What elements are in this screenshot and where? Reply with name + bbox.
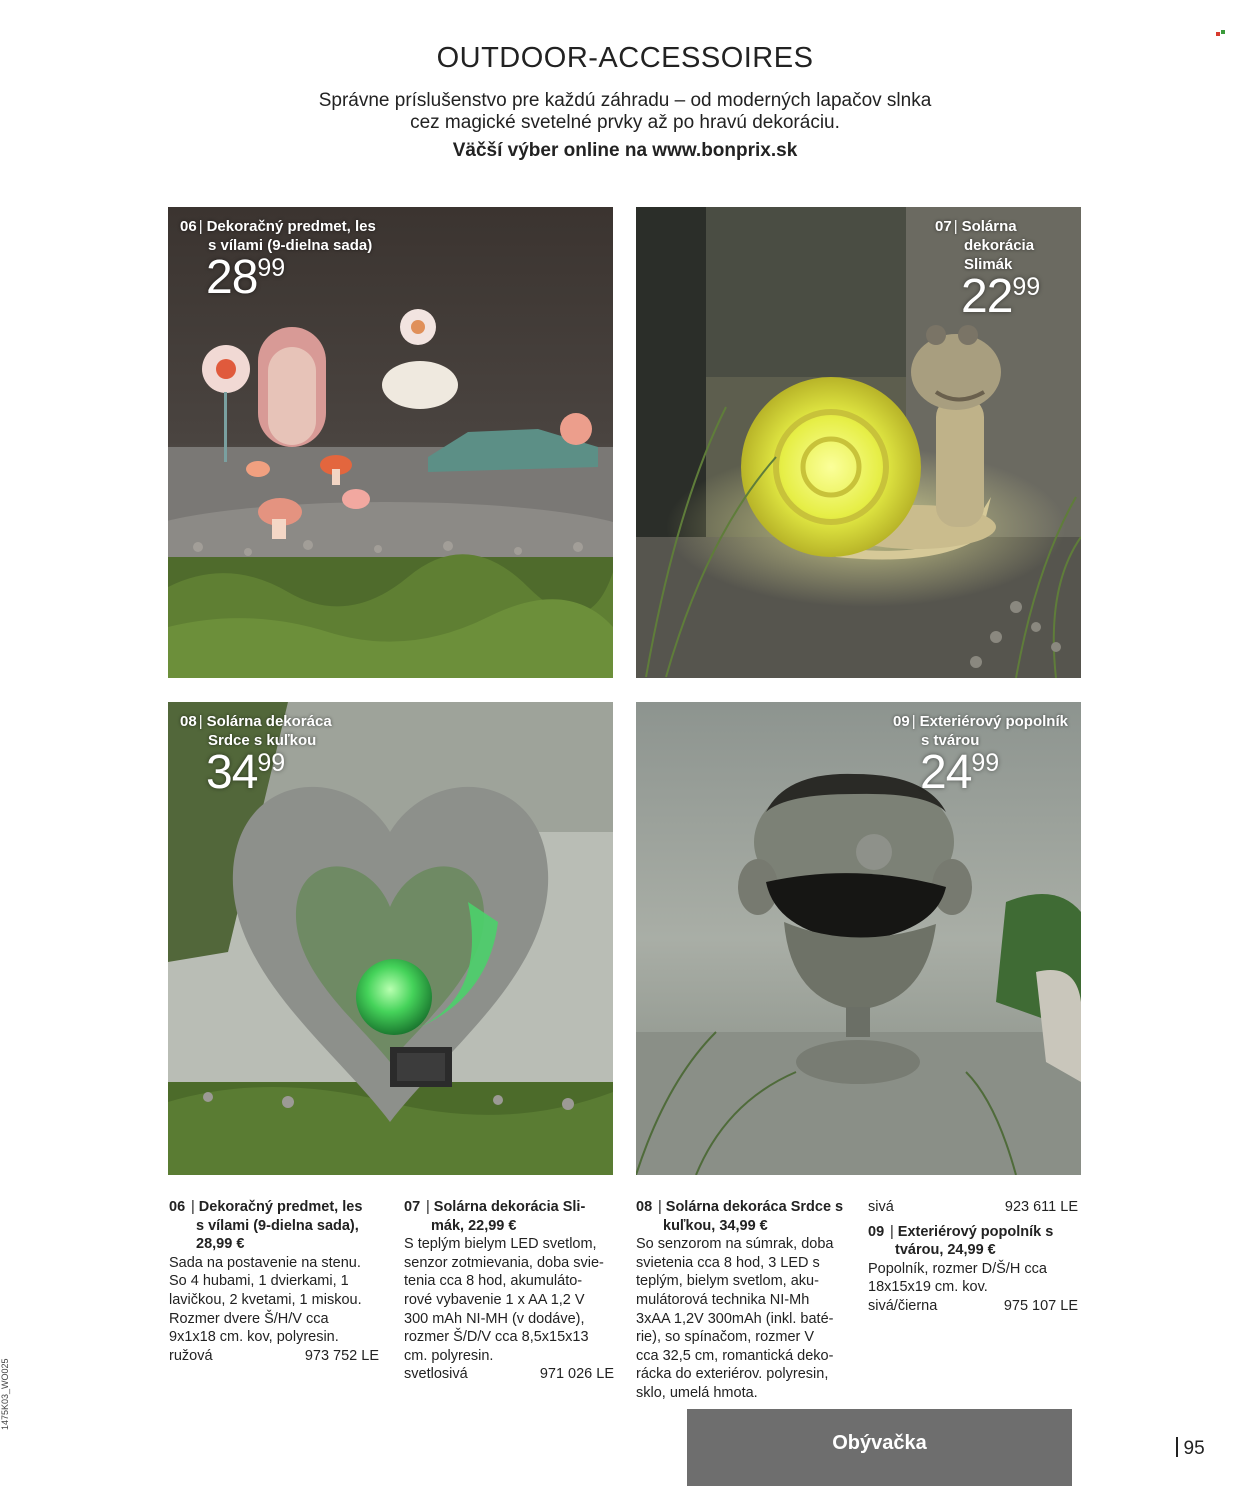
overlay-number: 06 xyxy=(180,218,197,235)
price-main: 24 xyxy=(920,746,972,799)
desc-head-line: Exteriérový popolník s xyxy=(897,1223,1054,1240)
desc-head-line: tvárou, 24,99 € xyxy=(895,1242,996,1259)
page-subtitle xyxy=(0,90,1250,134)
page-number xyxy=(1176,1437,1205,1460)
desc-head-line: s vílami (9-dielna sada), xyxy=(196,1217,359,1234)
price-tag-07 xyxy=(961,269,1040,324)
price-cents: 99 xyxy=(257,749,286,777)
desc-number: 06 xyxy=(169,1199,186,1215)
desc-head-line: kuľkou, 34,99 € xyxy=(663,1217,768,1234)
online-cta[interactable]: Väčší výber online na www.bonprix.sk xyxy=(452,140,798,161)
desc-article-code: 973 752 LE xyxy=(304,1347,379,1364)
product-photo-09[interactable] xyxy=(636,702,1081,1175)
desc-line: rové vybavenie 1 x AA 1,2 V xyxy=(404,1291,585,1308)
overlay-title-08: 08 | Solárna dekoráca Srdce s kuľkou xyxy=(180,712,380,750)
catalog-side-code: 1475K03_WO025 xyxy=(0,1358,10,1430)
description-08: 08 | Solárna dekoráca Srdce s kuľkou, 34,99 € So senzorom na súmrak, doba svietenia cca 8 hod, 3 LED s teplým, bielym svetlom, aku- mulátorová technika NI-Mh 3xAA 1,2V 300mAh (inkl. baté- rie), so spínačom, rozmer V cca 32,5 cm, romantická deko- rácka do exteriérov. polyresin, sklo, umelá hmota. xyxy=(636,1198,851,1403)
desc-line: rácka do exteriérov. polyresin, xyxy=(636,1366,829,1383)
subtitle-line-1: Správne príslušenstvo pre každú záhradu – od moderných lapačov slnka xyxy=(318,90,932,111)
desc-line: Popolník, rozmer D/Š/H cca xyxy=(868,1260,1047,1277)
desc-line: rie), so spínačom, rozmer V xyxy=(636,1329,815,1346)
price-cents: 99 xyxy=(257,254,286,282)
desc-line: S teplým bielym LED svetlom, xyxy=(404,1236,597,1253)
overlay-number: 07 xyxy=(935,218,952,235)
desc-line: tenia cca 8 hod, akumuláto- xyxy=(404,1273,583,1290)
desc-article-code: 975 107 LE xyxy=(1003,1297,1078,1314)
section-tab-label: Obývačka xyxy=(832,1432,927,1454)
description-09: sivá 923 611 LE 09 | Exteriérový popolník s tvárou, 24,99 € Popolník, rozmer D/Š/H cca 18x15x19 cm. kov. sivá/čierna 975 107 LE xyxy=(868,1199,1078,1314)
price-tag-06 xyxy=(206,250,285,305)
desc-line: 18x15x19 cm. kov. xyxy=(868,1279,988,1296)
price-cents: 99 xyxy=(1012,273,1041,301)
face-ashtray-image xyxy=(636,702,1081,1175)
overlay-number: 09 xyxy=(893,713,910,730)
desc-article-code: 971 026 LE xyxy=(539,1366,614,1383)
overlay-title-line: Solárna xyxy=(961,218,1017,235)
desc-number: 07 xyxy=(404,1199,421,1215)
price-tag-08 xyxy=(206,745,285,800)
desc-line: 3xAA 1,2V 300mAh (inkl. baté- xyxy=(636,1310,834,1327)
desc-article-code: 923 611 LE xyxy=(1004,1199,1078,1215)
overlay-title-line: s tvárou xyxy=(921,732,980,749)
price-tag-09 xyxy=(920,745,999,800)
desc-number: 09 xyxy=(868,1223,885,1240)
desc-line: So 4 hubami, 1 dvierkami, 1 xyxy=(169,1273,349,1290)
overlay-title-line: Dekoračný predmet, les xyxy=(206,218,376,235)
desc-head-line: Dekoračný predmet, les xyxy=(198,1199,363,1215)
desc-line: Sada na postavenie na stenu. xyxy=(169,1254,361,1271)
desc-color: sivá xyxy=(868,1199,894,1215)
desc-line: senzor zotmievania, doba svie- xyxy=(404,1254,604,1271)
desc-line: sklo, umelá hmota. xyxy=(636,1384,758,1401)
overlay-title-line: Exteriérový popolník xyxy=(919,713,1068,730)
subtitle-line-2: cez magické svetelné prvky až po hravú dekoráciu. xyxy=(410,112,840,133)
overlay-title-line: s vílami (9-dielna sada) xyxy=(208,237,373,254)
desc-line: mulátorová technika NI-Mh xyxy=(636,1291,810,1308)
page-title: OUTDOOR-ACCESSOIRES xyxy=(436,42,814,74)
desc-color: sivá/čierna xyxy=(868,1297,938,1314)
page-number-divider xyxy=(1176,1437,1178,1457)
price-main: 34 xyxy=(206,746,258,799)
desc-line: lavičkou, 2 kvetami, 1 miskou. xyxy=(169,1291,362,1308)
desc-head-line: Solárna dekoráca Srdce s xyxy=(665,1199,844,1215)
description-06: 06 | Dekoračný predmet, les s vílami (9-dielna sada), 28,99 € Sada na postavenie na stenu. So 4 hubami, 1 dvierkami, 1 lavičkou, 2 kvetami, 1 miskou. Rozmer dvere Š/H/V cca 9x1x18 cm. kov, polyresin. ružová 973 752 LE xyxy=(169,1199,379,1364)
bonprix-logo-icon xyxy=(1216,30,1226,38)
desc-color: ružová xyxy=(169,1347,213,1364)
desc-line: 9x1x18 cm. kov, polyresin. xyxy=(169,1329,339,1346)
desc-number: 08 xyxy=(636,1199,653,1215)
overlay-title-09: 09 | Exteriérový popolník s tvárou xyxy=(893,712,1083,750)
overlay-title-07: 07 | Solárna dekorácia Slimák xyxy=(935,217,1075,274)
overlay-title-line: Srdce s kuľkou xyxy=(208,732,317,749)
overlay-number: 08 xyxy=(180,713,197,730)
overlay-title-line: dekorácia xyxy=(964,237,1035,254)
desc-line: svietenia cca 8 hod, 3 LED s xyxy=(636,1254,820,1271)
desc-line: Rozmer dvere Š/H/V cca xyxy=(169,1310,329,1327)
page-number-value: 95 xyxy=(1183,1438,1205,1459)
desc-head-line: mák, 22,99 € xyxy=(431,1217,517,1234)
overlay-title-line: Solárna dekoráca xyxy=(206,713,332,730)
overlay-title-06: 06 | Dekoračný predmet, les s vílami (9-dielna sada) xyxy=(180,217,440,255)
desc-line: cca 32,5 cm, romantická deko- xyxy=(636,1347,834,1364)
desc-line: So senzorom na súmrak, doba xyxy=(636,1236,834,1253)
price-main: 22 xyxy=(961,270,1013,323)
desc-line: teplým, bielym svetlom, aku- xyxy=(636,1273,819,1290)
desc-color: svetlosivá xyxy=(404,1366,468,1383)
price-cents: 99 xyxy=(971,749,1000,777)
overlay-title-line: Slimák xyxy=(964,256,1013,273)
desc-head-line: Solárna dekorácia Sli- xyxy=(433,1199,586,1215)
desc-line: 300 mAh NI-MH (v dodáve), xyxy=(404,1310,585,1327)
desc-line: rozmer Š/D/V cca 8,5x15x13 xyxy=(404,1329,589,1346)
description-07: 07 | Solárna dekorácia Sli- mák, 22,99 € S teplým bielym LED svetlom, senzor zotmievania, doba svie- tenia cca 8 hod, akumuláto- rové vybavenie 1 x AA 1,2 V 300 mAh NI-MH (v dodáve), rozmer Š/D/V cca 8,5x15x13 cm. polyresin. svetlosivá 971 026 LE xyxy=(404,1199,614,1383)
section-tab-obyvacka[interactable] xyxy=(687,1409,1072,1486)
desc-head-line: 28,99 € xyxy=(196,1236,245,1253)
desc-line: cm. polyresin. xyxy=(404,1347,494,1364)
price-main: 28 xyxy=(206,251,258,304)
